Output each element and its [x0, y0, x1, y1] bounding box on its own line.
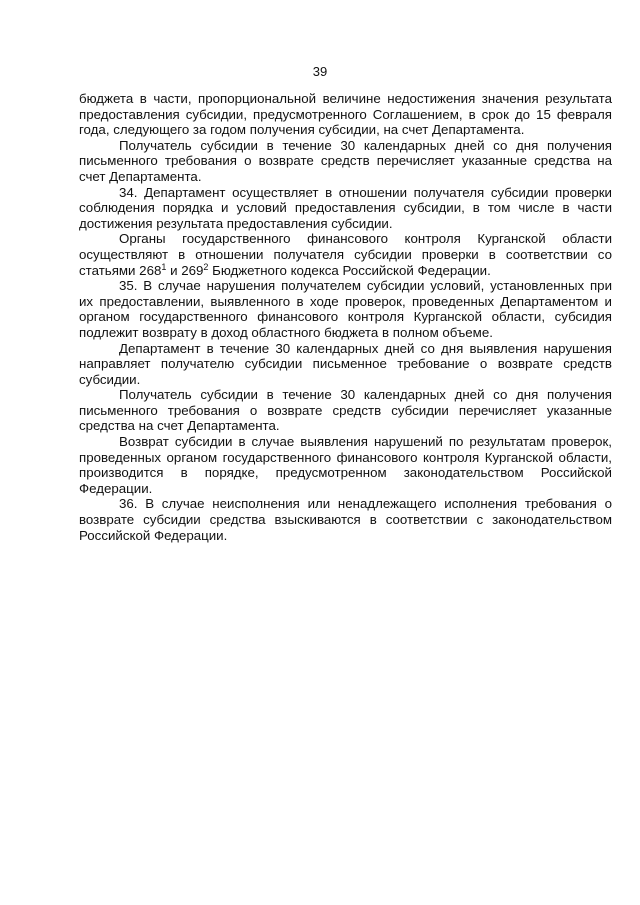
paragraph-budget-return-continuation: бюджета в части, пропорциональной величине недостижения значения результата предоставления субсидии, предусмотренного Соглашением, в срок до 15 февраля года, следующего за годом получения субсидии, на счет Департамента.: [79, 91, 612, 138]
paragraph-department-requirement: Департамент в течение 30 календарных дней со дня выявления нарушения направляет получателю субсидии письменное требование о возврате средств субсидии.: [79, 340, 612, 387]
document-body: [79, 91, 612, 543]
paragraph-recipient-transfer: Получатель субсидии в течение 30 календарных дней со дня получения письменного требования о возврате средств перечисляет указанные средства на счет Департамента.: [79, 137, 612, 184]
paragraph-36-enforcement: 36. В случае неисполнения или ненадлежащего исполнения требования о возврате субсидии средства взыскиваются в соответствии с законодательством Российской Федерации.: [79, 496, 612, 543]
paragraph-35-violation-return: 35. В случае нарушения получателем субсидии условий, установленных при их предоставлении, выявленного в ходе проверок, проведенных Департаментом и органом государственного финансового контроля Курганской области, субсидия подлежит возврату в доход областного бюджета в полном объеме.: [79, 278, 612, 340]
paragraph-recipient-subsidy-transfer: Получатель субсидии в течение 30 календарных дней со дня получения письменного требования о возврате средств субсидии перечисляет указанные средства на счет Департамента.: [79, 387, 612, 434]
page-number: 39: [312, 64, 328, 79]
paragraph-financial-control-bodies: [79, 231, 612, 278]
paragraph-34-department-inspection: 34. Департамент осуществляет в отношении получателя субсидии проверки соблюдения порядка и условий предоставления субсидии, в том числе в части достижения результата предоставления субсидии.: [79, 184, 612, 231]
paragraph-financial-control-text-1: Органы государственного финансового контроля Курганской области осуществляют в отношении получателя субсидии проверки в соответствии со статьями 268: [79, 231, 612, 278]
paragraph-return-procedure: Возврат субсидии в случае выявления нарушений по результатам проверок, проведенных органом государственного финансового контроля Курганской области, производится в порядке, предусмотренном законодательством Российской Федерации.: [79, 434, 612, 496]
footnote-superscript-1: 1: [161, 261, 167, 272]
paragraph-financial-control-text-2: и 269: [166, 262, 204, 278]
footnote-superscript-2: 2: [203, 261, 209, 272]
paragraph-financial-control-text-3: Бюджетного кодекса Российской Федерации.: [208, 262, 491, 278]
